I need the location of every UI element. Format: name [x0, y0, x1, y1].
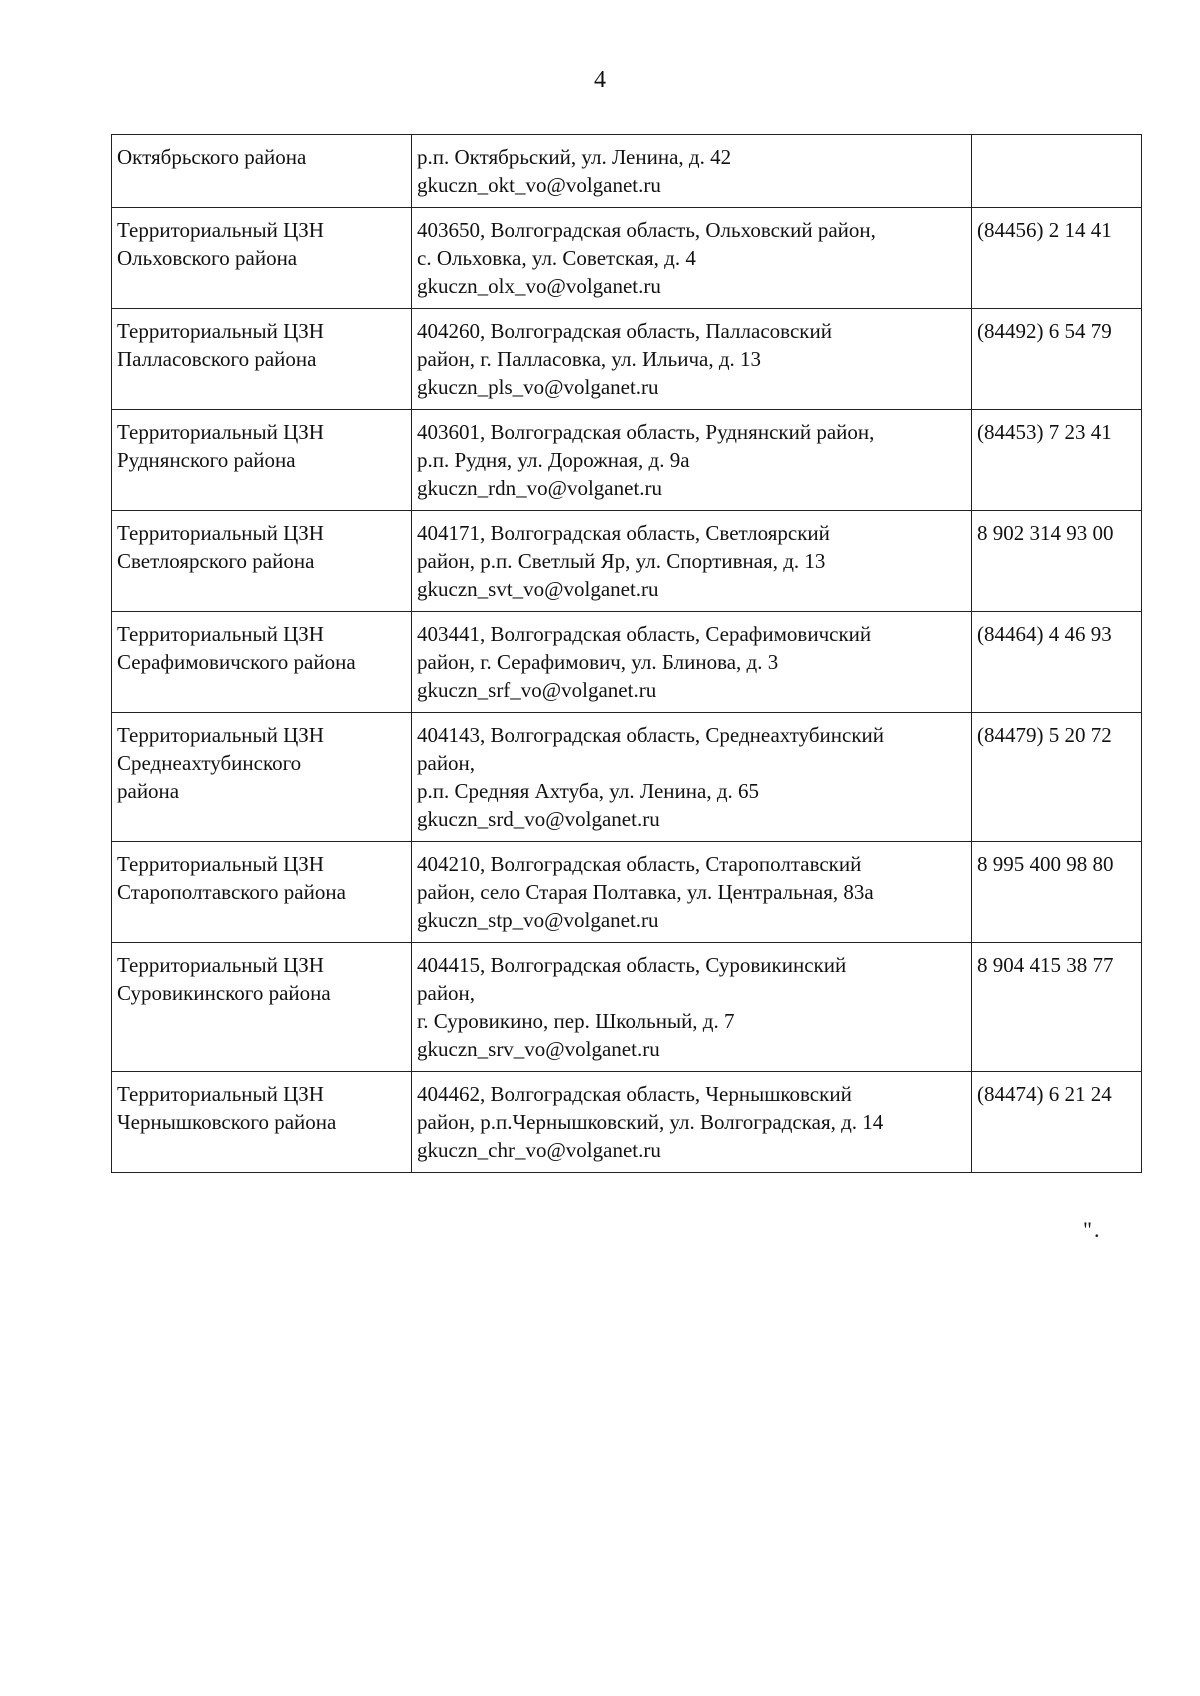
address-line: 404260, Волгоградская область, Палласовский: [417, 319, 832, 343]
center-address-cell: [412, 1072, 972, 1173]
center-address-cell: [412, 135, 972, 208]
center-name-line: Палласовского района: [117, 347, 317, 371]
center-name-line: Старополтавского района: [117, 880, 346, 904]
center-name-line: Чернышковского района: [117, 1110, 337, 1134]
center-name-cell: [112, 612, 412, 713]
phone-number: (84492) 6 54 79: [977, 319, 1112, 343]
table-row: [112, 612, 1142, 713]
center-address-cell: [412, 713, 972, 842]
center-name-line: Территориальный ЦЗН: [117, 521, 324, 545]
address-line: 403650, Волгоградская область, Ольховский район,: [417, 218, 876, 242]
address-line: р.п. Средняя Ахтуба, ул. Ленина, д. 65: [417, 779, 759, 803]
phone-number: 8 902 314 93 00: [977, 521, 1114, 545]
center-name-line: Среднеахтубинского: [117, 751, 302, 775]
center-address-cell: [412, 208, 972, 309]
address-line: район, г. Серафимович, ул. Блинова, д. 3: [417, 650, 779, 674]
center-address-cell: [412, 612, 972, 713]
center-name-cell: [112, 410, 412, 511]
phone-number: (84479) 5 20 72: [977, 723, 1112, 747]
center-name-line: Октябрьского района: [117, 145, 307, 169]
center-phone-cell: [972, 135, 1142, 208]
email-address: gkuczn_chr_vo@volganet.ru: [417, 1138, 661, 1162]
address-line: район, г. Палласовка, ул. Ильича, д. 13: [417, 347, 762, 371]
table-row: [112, 410, 1142, 511]
address-line: 404143, Волгоградская область, Среднеахтубинский: [417, 723, 885, 747]
center-phone-cell: [972, 612, 1142, 713]
table-row: [112, 511, 1142, 612]
email-address: gkuczn_srf_vo@volganet.ru: [417, 678, 657, 702]
phone-number: (84464) 4 46 93: [977, 622, 1112, 646]
center-name-line: Территориальный ЦЗН: [117, 1082, 324, 1106]
center-phone-cell: [972, 410, 1142, 511]
phone-number: (84453) 7 23 41: [977, 420, 1112, 444]
center-name-cell: [112, 943, 412, 1072]
phone-number: 8 995 400 98 80: [977, 852, 1114, 876]
employment-centers-table: [111, 134, 1142, 1173]
address-line: р.п. Рудня, ул. Дорожная, д. 9а: [417, 448, 690, 472]
address-line: с. Ольховка, ул. Советская, д. 4: [417, 246, 696, 270]
address-line: район, р.п. Светлый Яр, ул. Спортивная, д. 13: [417, 549, 826, 573]
address-line: район, село Старая Полтавка, ул. Центральная, 83а: [417, 880, 874, 904]
table-row: [112, 842, 1142, 943]
address-line: район,: [417, 981, 476, 1005]
email-address: gkuczn_srv_vo@volganet.ru: [417, 1037, 660, 1061]
center-name-line: Территориальный ЦЗН: [117, 723, 324, 747]
phone-number: (84474) 6 21 24: [977, 1082, 1112, 1106]
center-address-cell: [412, 410, 972, 511]
center-phone-cell: [972, 842, 1142, 943]
table-row: [112, 713, 1142, 842]
center-name-line: Территориальный ЦЗН: [117, 852, 324, 876]
closing-quote-mark: ".: [1083, 1217, 1102, 1242]
center-name-line: Территориальный ЦЗН: [117, 420, 324, 444]
phone-number: (84456) 2 14 41: [977, 218, 1112, 242]
email-address: gkuczn_stp_vo@volganet.ru: [417, 908, 659, 932]
center-name-line: Территориальный ЦЗН: [117, 953, 324, 977]
address-line: г. Суровикино, пер. Школьный, д. 7: [417, 1009, 735, 1033]
table-row: [112, 208, 1142, 309]
table-body: [112, 135, 1142, 1173]
email-address: gkuczn_srd_vo@volganet.ru: [417, 807, 660, 831]
email-address: gkuczn_pls_vo@volganet.ru: [417, 375, 659, 399]
center-phone-cell: [972, 511, 1142, 612]
email-address: gkuczn_okt_vo@volganet.ru: [417, 173, 661, 197]
center-name-line: Светлоярского района: [117, 549, 315, 573]
center-name-cell: [112, 511, 412, 612]
center-phone-cell: [972, 309, 1142, 410]
table-row: [112, 1072, 1142, 1173]
address-line: 404171, Волгоградская область, Светлоярский: [417, 521, 830, 545]
center-name-line: Территориальный ЦЗН: [117, 218, 324, 242]
center-name-line: района: [117, 779, 180, 803]
phone-number: 8 904 415 38 77: [977, 953, 1114, 977]
center-name-line: Суровикинского района: [117, 981, 331, 1005]
center-address-cell: [412, 943, 972, 1072]
center-address-cell: [412, 842, 972, 943]
address-line: район,: [417, 751, 476, 775]
center-name-cell: [112, 842, 412, 943]
center-name-cell: [112, 135, 412, 208]
address-line: 403441, Волгоградская область, Серафимовичский: [417, 622, 872, 646]
table-row: [112, 309, 1142, 410]
address-line: 403601, Волгоградская область, Руднянский район,: [417, 420, 875, 444]
address-line: р.п. Октябрьский, ул. Ленина, д. 42: [417, 145, 732, 169]
page-number: 4: [594, 67, 606, 93]
address-line: район, р.п.Чернышковский, ул. Волгоградская, д. 14: [417, 1110, 884, 1134]
center-address-cell: [412, 309, 972, 410]
center-address-cell: [412, 511, 972, 612]
center-phone-cell: [972, 943, 1142, 1072]
center-name-line: Территориальный ЦЗН: [117, 622, 324, 646]
center-name-line: Территориальный ЦЗН: [117, 319, 324, 343]
table-row: [112, 943, 1142, 1072]
center-name-cell: [112, 713, 412, 842]
table-row: [112, 135, 1142, 208]
email-address: gkuczn_olx_vo@volganet.ru: [417, 274, 661, 298]
center-phone-cell: [972, 1072, 1142, 1173]
address-line: 404210, Волгоградская область, Старополтавский: [417, 852, 862, 876]
address-line: 404462, Волгоградская область, Чернышковский: [417, 1082, 852, 1106]
address-line: 404415, Волгоградская область, Суровикинский: [417, 953, 847, 977]
center-name-line: Руднянского района: [117, 448, 296, 472]
center-name-line: Ольховского района: [117, 246, 298, 270]
center-phone-cell: [972, 713, 1142, 842]
center-name-line: Серафимовичского района: [117, 650, 356, 674]
center-name-cell: [112, 208, 412, 309]
center-phone-cell: [972, 208, 1142, 309]
center-name-cell: [112, 1072, 412, 1173]
email-address: gkuczn_rdn_vo@volganet.ru: [417, 476, 663, 500]
email-address: gkuczn_svt_vo@volganet.ru: [417, 577, 659, 601]
center-name-cell: [112, 309, 412, 410]
